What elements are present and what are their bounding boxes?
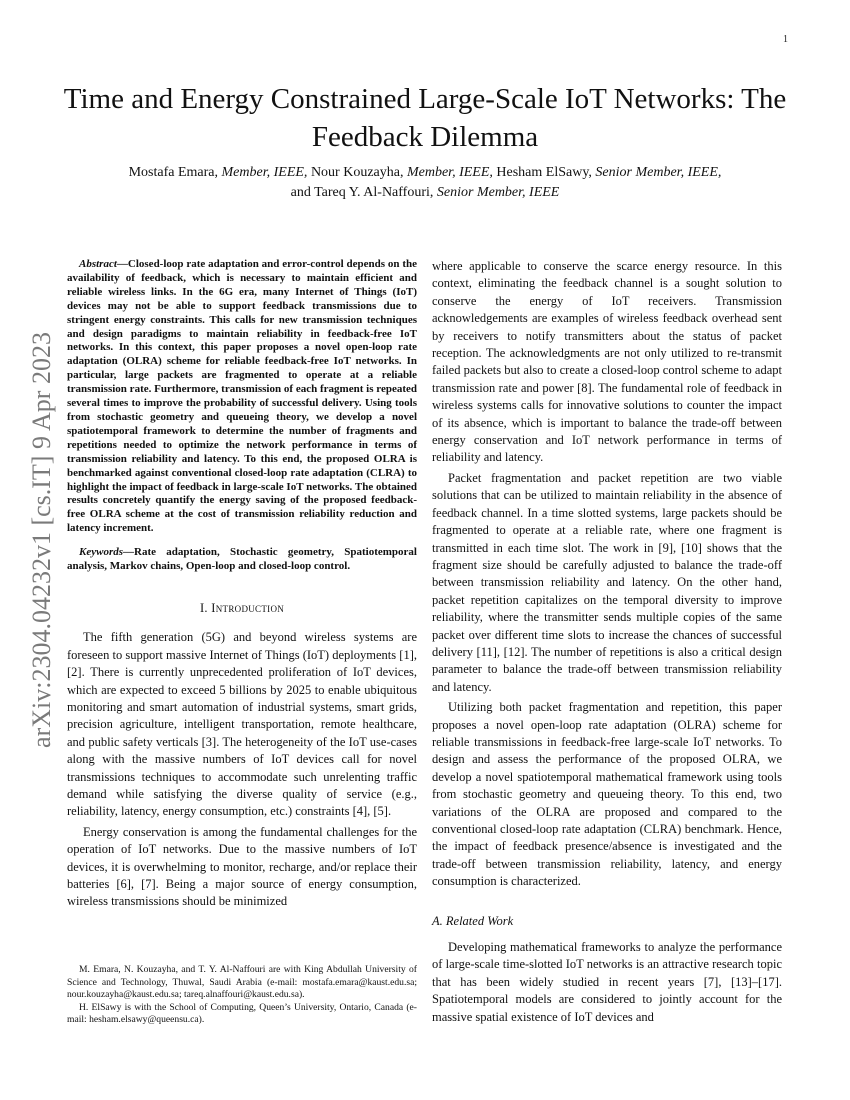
author-name: Hesham ElSawy, [492,165,596,180]
intro-paragraph-3: Packet fragmentation and packet repetition are two viable solutions that can be utilized to maintain reliability in the absence of feedback channel. In a time slotted systems, large packets should be fragmented to operate at a reliable rate, where one fragment is transmitted in each time slot. The work in [9], [10] shows that the fragment size should be carefully adjusted to balance the trade-off between transmission reliability and latency. On the other hand, packet repetition capitalizes on the temporal diversity to improve reliability, where the transmitter sends multiple copies of the same packet over different time slots to increase the chances of successful delivery [11], [12]. The number of repetitions is also a critical design parameter to balance the trade-off between transmission reliability and latency. [432,470,782,694]
intro-paragraph-1: The fifth generation (5G) and beyond wireless systems are foreseen to support massive Internet of Things (IoT) deployments [1], [2]. There is currently unprecedented proliferation of IoT devices, which are expected to exceed 5 billions by 2025 to enable ubiquitous monitoring and smart automation of industrial systems, smart grids, precision agriculture, intelligent transportation, remote healthcare, and public safety verticals [3]. The heterogeneity of the IoT use-cases along with the massive numbers of IoT devices call for novel transmissions techniques to accommodate such unrelenting traffic demand while satisfying the diverse quality of service (e.g., reliability, latency, energy consumption, etc.) constraints [4], [5]. [67,630,417,819]
abstract-text: —Closed-loop rate adaptation and error-control depends on the availability of feedback, which is necessary to maintain efficient and reliable wireless links. In the 6G era, many Internet of Things (IoT) devices may not be able to support feedback transmissions due to stringent energy constraints. This calls for new transmission techniques and design paradigms to maintain reliability in feedback-free IoT networks. In this context, this paper proposes a novel open-loop rate adaptation (OLRA) scheme for reliable feedback-free IoT networks. In particular, large packets are fragmented to operate at a reliable transmission rate. Furthermore, transmission of each fragment is repeated several times to improve the probability of successful delivery. Using tools from stochastic geometry and queueing theory, we develop a novel spatiotemporal framework to determine the number of fragments and repetitions needed to optimize the network performance in terms of transmission reliability and latency. To this end, the proposed OLRA is benchmarked against conventional closed-loop rate adaptation (CLRA) to highlight the impact of feedback in large-scale IoT networks. The obtained results concretely quantify the energy saving of the proposed feedback-free OLRA scheme at the cost of transmission reliability reduction and latency increment. [67,258,417,535]
author-name: and Tareq Y. Al-Naffouri, [290,185,437,200]
page-number: 1 [783,34,788,45]
author-list [60,163,790,203]
author-membership: Member, IEEE, [221,165,308,180]
keywords-text: —Rate adaptation, Stochastic geometry, Spatiotemporal analysis, Markov chains, Open-loop and closed-loop control. [67,546,417,573]
right-column [432,258,782,1026]
author-name: Mostafa Emara, [128,165,222,180]
author-name: Nour Kouzayha, [307,165,407,180]
abstract [67,258,417,536]
keywords [67,546,417,574]
intro-paragraph-2: Energy conservation is among the fundamental challenges for the operation of IoT networks. Due to the massive numbers of IoT devices, it is overwhelming to monitor, recharge, and/or replace their batteries [6], [7]. Being a major source of energy consumption, wireless transmissions should be minimized [67,824,417,909]
subsection-heading-related-work: A. Related Work [432,913,514,928]
keywords-label: Keywords [79,546,123,559]
author-line-1 [60,163,790,183]
paper-title: Time and Energy Constrained Large-Scale IoT Networks: The Feedback Dilemma [63,83,787,153]
arxiv-identifier-stamp: arXiv:2304.04232v1 [cs.IT] 9 Apr 2023 [27,332,56,748]
related-work-paragraph-1: Developing mathematical frameworks to analyze the performance of large-scale time-slotted IoT networks is an attractive research topic that has been widely studied in recent years [7], [13]–[17]. Spatiotemporal models are considered to jointly account for the massive spatial existence of IoT devices and [432,940,782,1024]
section-number: I. [199,600,208,615]
abstract-label: Abstract [79,258,117,270]
author-membership: Senior Member, IEEE [436,185,560,200]
author-line-2 [60,183,790,203]
author-membership: Member, IEEE, [406,165,493,180]
intro-paragraph-2-continued: where applicable to conserve the scarce energy resource. In this context, eliminating the feedback channel is a sought solution to conserve the energy of IoT receivers. Transmission acknowledgements are examples of wireless feedback overhead sent by receivers to notify transmitters about the status of packet reception. The acknowledgments are not only utilized to re-transmit failed packets but also to create a closed-loop control scheme to adapt transmission rate and power [8]. The fundamental role of feedback in wireless systems calls for innovative solutions to counter the impact of its absence, which is important to balance the trade-off between energy conservation and IoT network performance in terms of reliability and latency. [432,259,782,465]
footnote-2: H. ElSawy is with the School of Computing, Queen’s University, Ontario, Canada (e-mail: hesham.elsawy@queensu.ca). [67,1001,417,1026]
section-title: Introduction [211,600,285,615]
footnote-1: M. Emara, N. Kouzayha, and T. Y. Al-Naffouri are with King Abdullah University of Science and Technology, Thuwal, Saudi Arabia (e-mail: mostafa.emara@kaust.edu.sa; nour.kouzayha@kaust.edu.sa; tareq.alnaffouri@kaust.edu.sa). [67,964,417,1001]
intro-paragraph-4: Utilizing both packet fragmentation and repetition, this paper proposes a novel open-loop rate adaptation (OLRA) scheme for reliable transmissions in feedback-free large-scale IoT networks. To design and assess the performance of the proposed OLRA, we develop a novel spatiotemporal mathematical framework using tools from stochastic geometry and queueing theory. To this end, two variations of the OLRA are proposed and compared to the conventional closed-loop rate adaptation (CLRA) benchmark. Hence, the impact of feedback presence/absence is investigated and the trade-off between transmission reliability, latency, and energy consumption is characterized. [432,700,782,889]
affiliation-footnotes [67,964,417,1027]
author-membership: Senior Member, IEEE, [595,165,722,180]
section-heading-introduction [67,600,417,617]
left-column [67,258,417,911]
